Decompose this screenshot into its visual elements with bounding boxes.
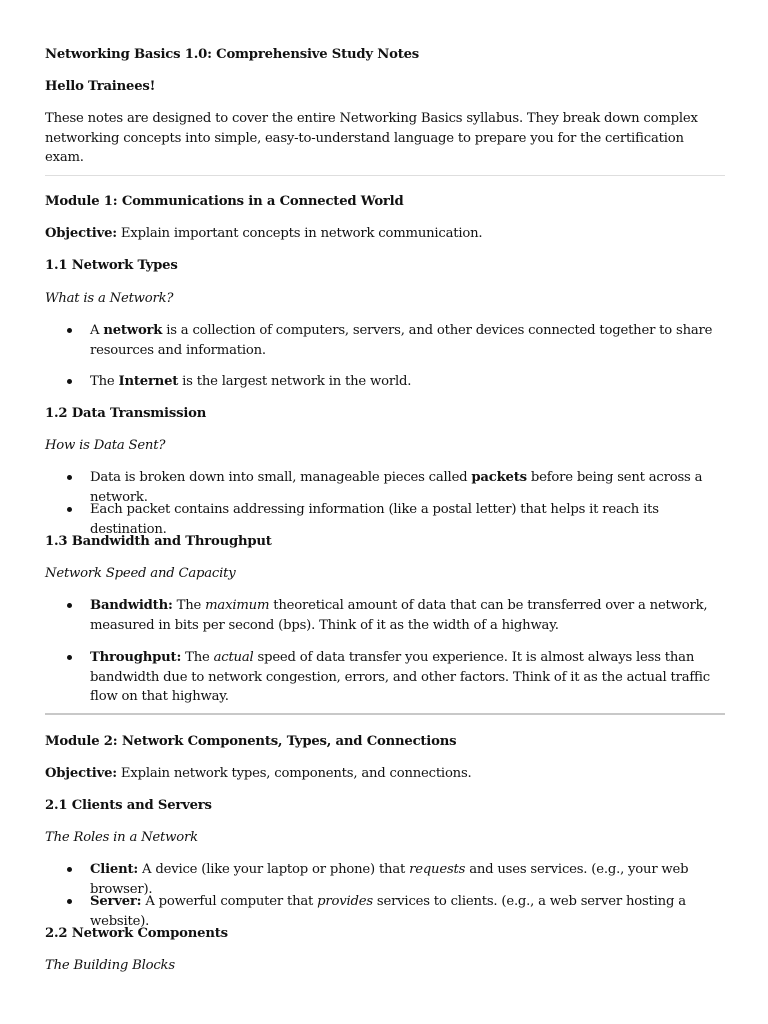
section-2-2-heading: 2.2 Network Components [45, 926, 228, 941]
section-1-3-subtitle: Network Speed and Capacity [45, 566, 236, 581]
intro-paragraph: These notes are designed to cover the entire Networking Basics syllabus. They break down complex networking concepts into simple, easy-to-understand language to prepare you for the certification exam. [45, 111, 698, 165]
section-2-1-subtitle: The Roles in a Network [45, 830, 198, 845]
document-title: Networking Basics 1.0: Comprehensive Study Notes [45, 47, 420, 62]
section-2-1-heading: 2.1 Clients and Servers [45, 798, 212, 813]
section-1-1-subtitle: What is a Network? [45, 291, 174, 306]
module-1-objective: Objective: Explain important concepts in network communication. [45, 226, 483, 241]
bullet-icon [67, 328, 72, 333]
bullet-icon [67, 867, 72, 872]
module-2-objective: Objective: Explain network types, components, and connections. [45, 766, 472, 781]
section-divider [45, 175, 725, 176]
bullet-icon [67, 507, 72, 512]
section-divider [45, 713, 725, 715]
module-2-heading: Module 2: Network Components, Types, and Connections [45, 734, 457, 749]
greeting: Hello Trainees! [45, 79, 156, 94]
bullet-icon [67, 899, 72, 904]
section-1-2-subtitle: How is Data Sent? [45, 438, 166, 453]
section-2-2-subtitle: The Building Blocks [45, 958, 175, 973]
section-1-1-heading: 1.1 Network Types [45, 258, 178, 273]
bullet-icon [67, 655, 72, 660]
bullet-icon [67, 379, 72, 384]
section-1-2-heading: 1.2 Data Transmission [45, 406, 207, 421]
module-1-heading: Module 1: Communications in a Connected World [45, 194, 404, 209]
bullet-icon [67, 603, 72, 608]
bullet-icon [67, 475, 72, 480]
section-1-3-heading: 1.3 Bandwidth and Throughput [45, 534, 272, 549]
